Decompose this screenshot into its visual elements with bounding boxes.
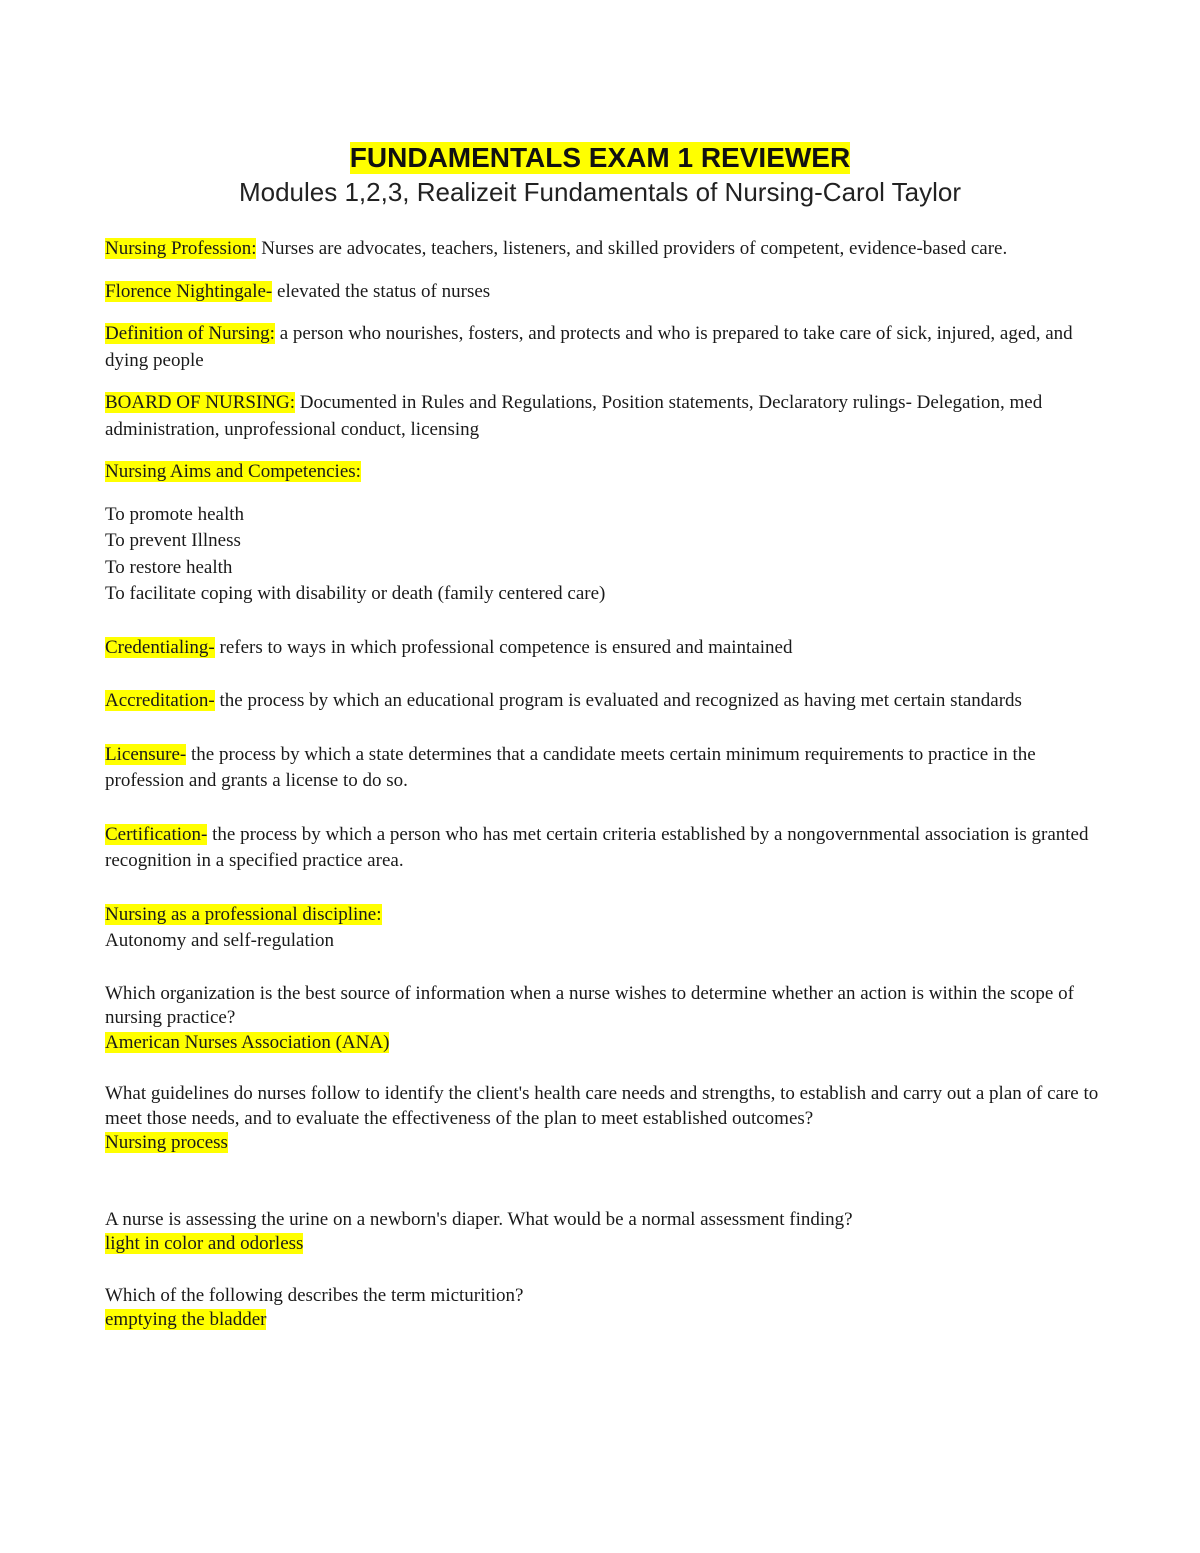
document-body <box>105 236 1100 1333</box>
term-highlight: Certification- <box>105 823 208 845</box>
aim-item: To facilitate coping with disability or death (family centered care) <box>105 583 606 604</box>
document-subtitle: Modules 1,2,3, Realizeit Fundamentals of Nursing-Carol Taylor <box>238 177 962 207</box>
definition-text: Documented in Rules and Regulations, Position statements, Declaratory rulings- Delegation, med administration, unprofessional conduct, licensing <box>105 392 1043 440</box>
answer <box>105 1232 1100 1257</box>
definition-text: elevated the status of nurses <box>272 280 491 302</box>
term-highlight: Florence Nightingale- <box>105 280 273 302</box>
answer-highlight: American Nurses Association (ANA) <box>105 1031 390 1053</box>
document-title: FUNDAMENTALS EXAM 1 REVIEWER <box>349 142 851 173</box>
term-highlight: Definition of Nursing: <box>105 323 275 344</box>
answer-highlight: Nursing process <box>105 1132 228 1153</box>
term-text: the process by which a state determines that a candidate meets certain minimum requirements to practice in the profession and grants a license to do so. <box>105 743 1036 791</box>
question-text: What guidelines do nurses follow to identify the client's health care needs and strengths, to establish and carry out a plan of care to meet those needs, and to evaluate the effectiveness of the plan to meet established outcomes? <box>105 1083 1099 1129</box>
answer <box>105 1031 1100 1056</box>
term-highlight: Nursing Aims and Competencies: <box>105 461 361 482</box>
definition-nightingale <box>105 279 1100 306</box>
definition-text: a person who nourishes, fosters, and protects and who is prepared to take care of sick, injured, aged, and dying people <box>105 323 1073 371</box>
term-accreditation <box>105 688 1100 715</box>
term-credentialing <box>105 635 1100 662</box>
term-highlight: BOARD OF NURSING: <box>105 392 296 413</box>
term-text: the process by which an educational program is evaluated and recognized as having met certain standards <box>214 690 1022 711</box>
term-text: refers to ways in which professional competence is ensured and maintained <box>214 636 793 658</box>
question-text: Which organization is the best source of information when a nurse wishes to determine whether an action is within the scope of nursing practice? <box>105 982 1074 1028</box>
definition-board-of-nursing <box>105 390 1100 443</box>
aim-item: To prevent Illness <box>105 530 241 551</box>
definition-text: Nurses are advocates, teachers, listeners, and skilled providers of competent, evidence-based care. <box>256 238 1008 259</box>
term-highlight: Nursing Profession: <box>105 238 257 259</box>
answer <box>105 1131 1100 1156</box>
term-text: the process by which a person who has met certain criteria established by a nongovernmental association is granted recognition in a specified practice area. <box>105 823 1089 871</box>
term-text: Autonomy and self-regulation <box>105 930 335 951</box>
term-highlight: Accreditation- <box>105 690 215 711</box>
document-header <box>0 142 1200 208</box>
answer-highlight: emptying the bladder <box>105 1309 267 1330</box>
term-highlight: Credentialing- <box>105 636 215 658</box>
answer <box>105 1308 1100 1333</box>
aims-heading <box>105 459 1100 486</box>
definition-of-nursing <box>105 321 1100 374</box>
aim-item: To restore health <box>105 556 233 578</box>
definition-nursing-profession <box>105 236 1100 263</box>
question-text: A nurse is assessing the urine on a newborn's diaper. What would be a normal assessment finding? <box>105 1208 853 1230</box>
term-discipline <box>105 902 1100 929</box>
term-highlight: Nursing as a professional discipline: <box>105 903 382 925</box>
question-text: Which of the following describes the term micturition? <box>105 1284 524 1306</box>
term-licensure <box>105 742 1100 795</box>
answer-highlight: light in color and odorless <box>105 1233 304 1254</box>
term-highlight: Licensure- <box>105 743 187 765</box>
term-certification <box>105 822 1100 875</box>
aim-item: To promote health <box>105 503 245 525</box>
